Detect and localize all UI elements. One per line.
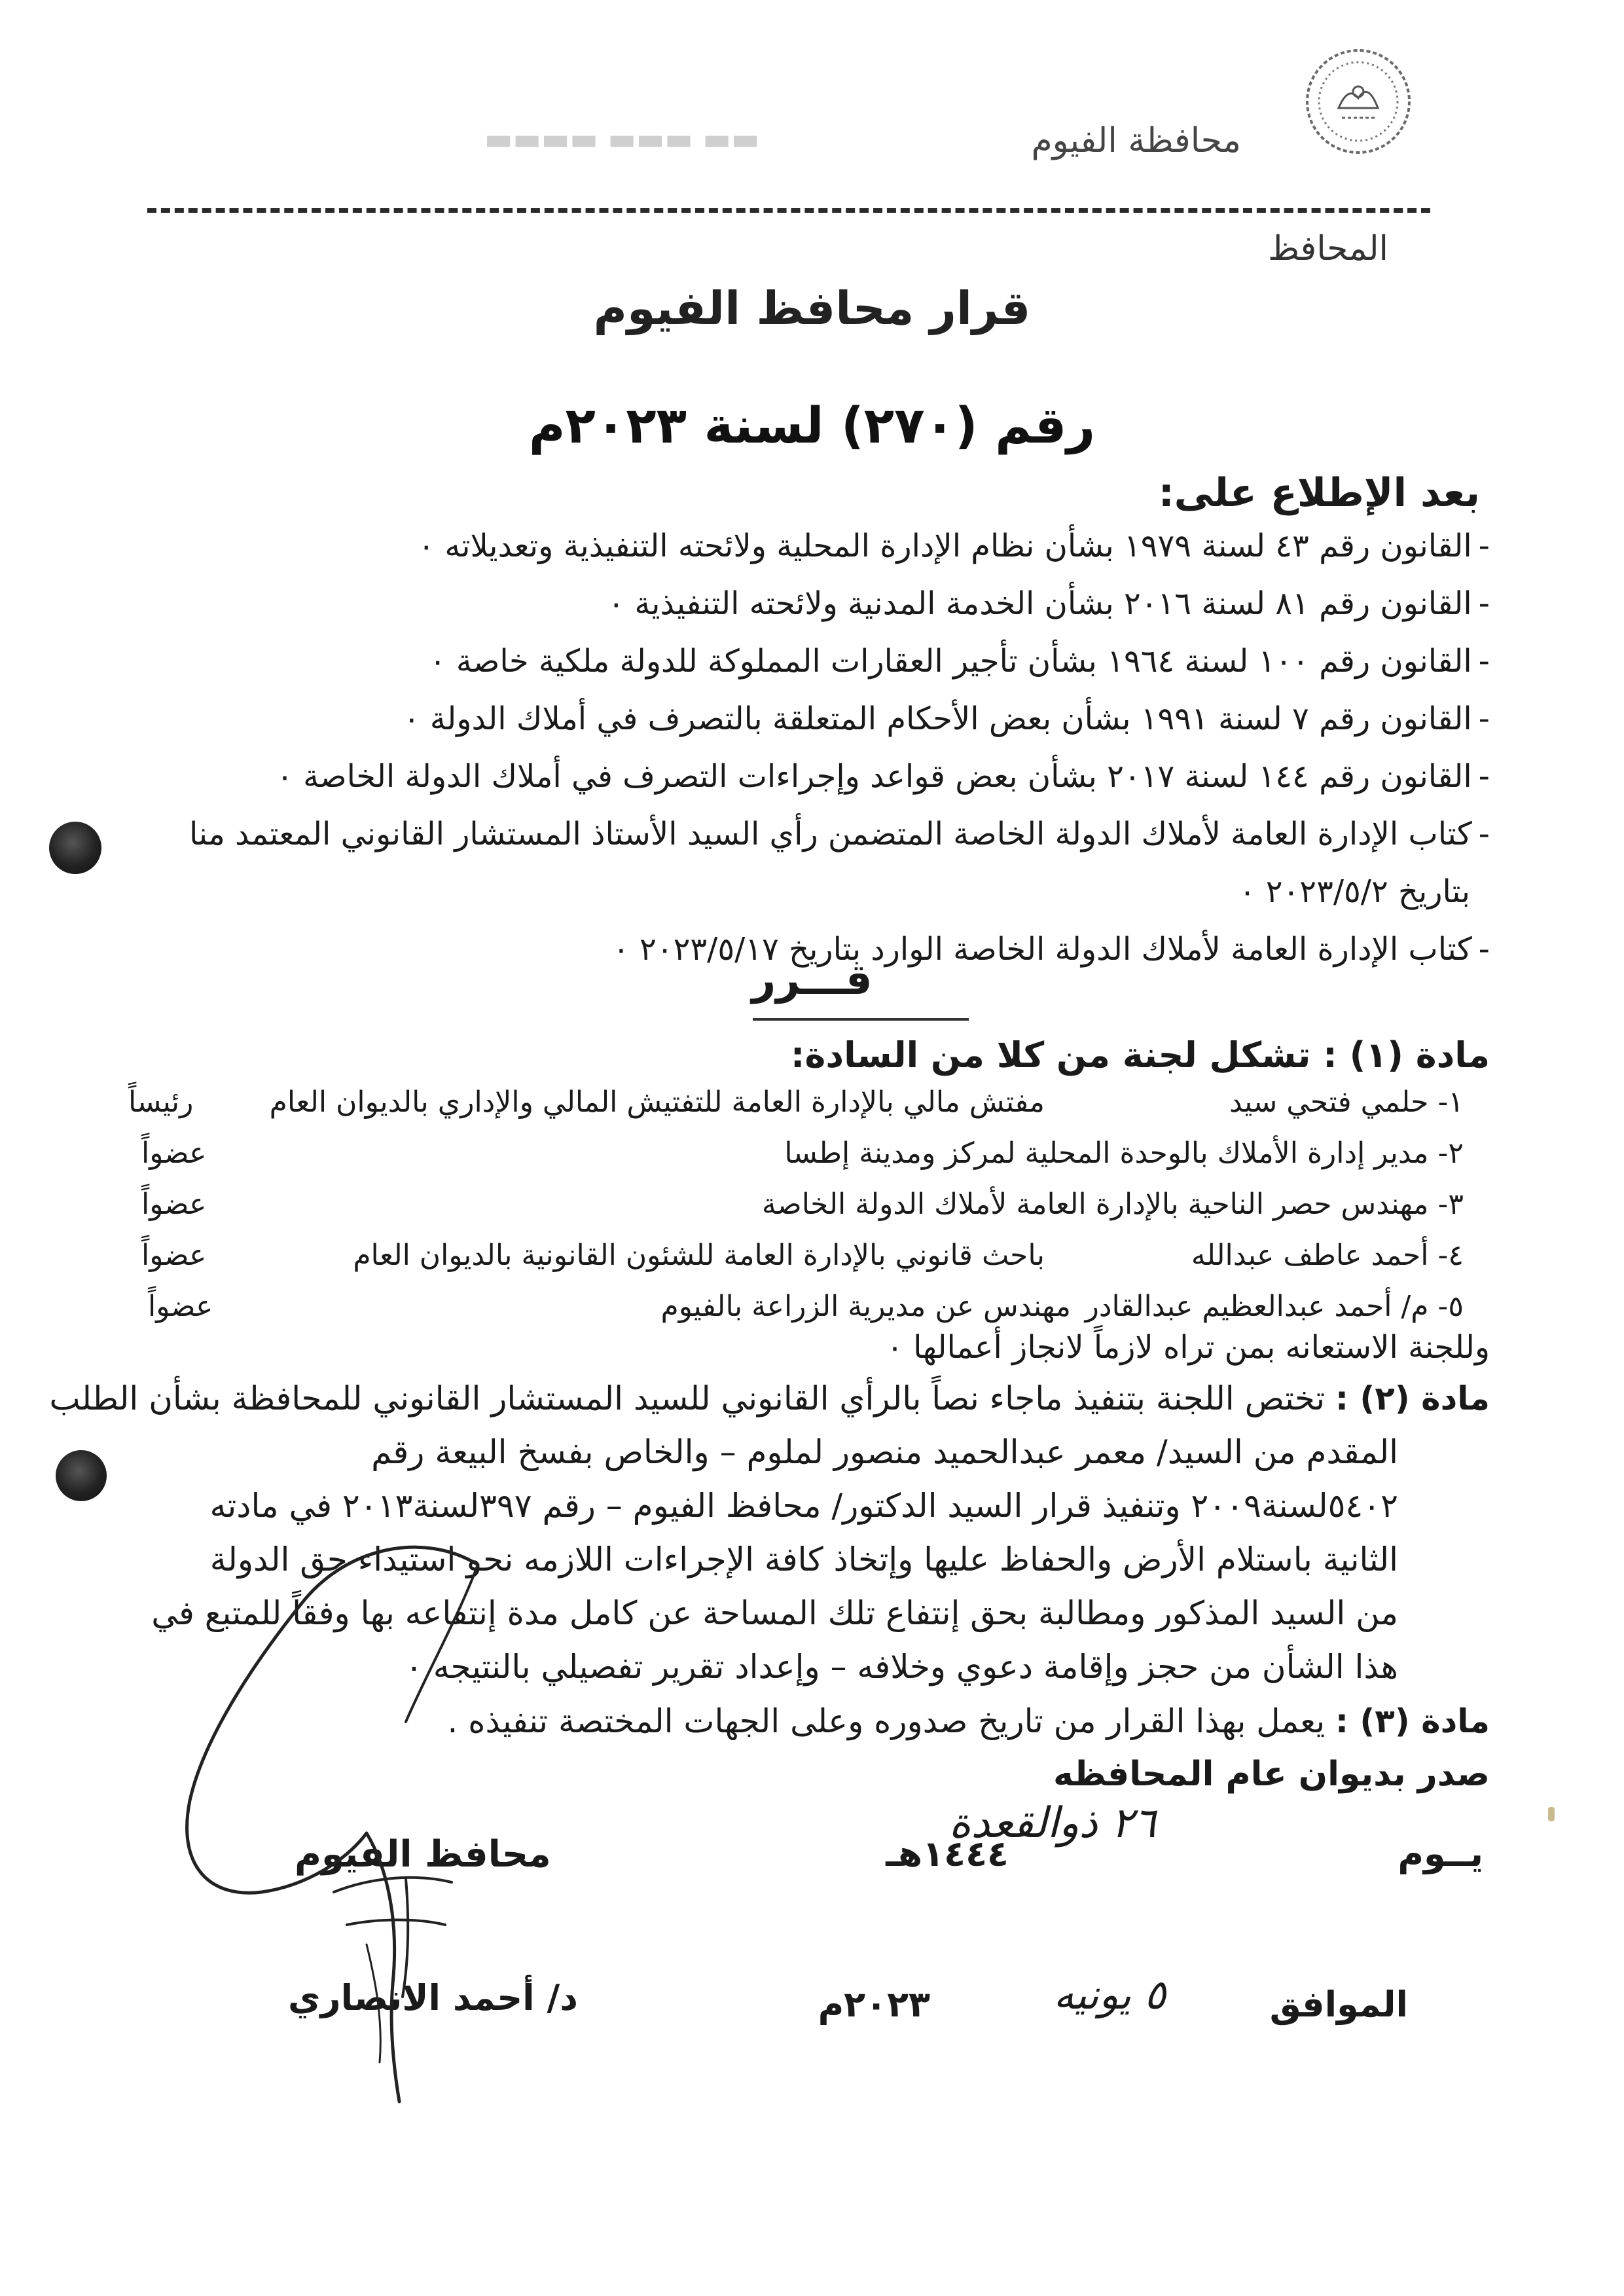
reference-item: -القانون رقم ٤٣ لسنة ١٩٧٩ بشأن نظام الإدارة المحلية ولائحته التنفيذية وتعديلاته ٠ (418, 528, 1490, 564)
handwritten-signature-icon (151, 1525, 622, 2115)
reference-continuation: بتاريخ ٢٠٢٣/٥/٢ ٠ (1238, 873, 1470, 910)
member-name: ٣- مهندس حصر الناحية بالإدارة العامة لأملاك الدولة الخاصة (761, 1188, 1464, 1221)
article-2-line: هذا الشأن من حجز وإقامة دعوي وخلافه – وإعداد تقرير تفصيلي بالنتيجه ٠ (405, 1648, 1398, 1686)
article-1-heading: مادة (١) : تشكل لجنة من كلا من السادة: (790, 1034, 1490, 1076)
references-list (128, 517, 1490, 978)
office-label: المحافظ (1268, 229, 1388, 268)
issued-statement: صدر بديوان عام المحافظه (1053, 1755, 1490, 1794)
reference-item: -كتاب الإدارة العامة لأملاك الدولة الخاصة الوارد بتاريخ ٢٠٢٣/٥/١٧ ٠ (612, 931, 1490, 968)
article-3-label: مادة (٣) : (1335, 1702, 1490, 1740)
corresponding-label: الموافق (1269, 1984, 1408, 2025)
article-3-text: يعمل بهذا القرار من تاريخ صدوره وعلى الجهات المختصة تنفيذه . (447, 1702, 1326, 1740)
article-2-line: من السيد المذكور ومطالبة بحق إنتفاع تلك المساحة عن كامل مدة إنتفاعه بها وفقاً للمتبع في (151, 1594, 1398, 1632)
gregorian-year: ٢٠٢٣م (818, 1984, 930, 2025)
member-row (128, 1285, 1464, 1336)
article-2-label: مادة (٢) : (1335, 1379, 1490, 1417)
member-row (128, 1182, 1464, 1233)
gregorian-date-handwritten: ٥ يونيه (1053, 1971, 1166, 2018)
date-day-label: يــوم (1398, 1833, 1483, 1874)
member-role: عضواً (141, 1137, 207, 1170)
decree-number: رقم (٢٧٠) لسنة ٢٠٢٣م (528, 396, 1096, 454)
article-2-line: الثانية باستلام الأرض والحفاظ عليها وإتخاذ كافة الإجراءات اللازمه نحو استيداء حق الدولة (209, 1540, 1398, 1578)
member-role: عضواً (148, 1290, 213, 1323)
reference-item: -القانون رقم ١٠٠ لسنة ١٩٦٤ بشأن تأجير العقارات المملوكة للدولة ملكية خاصة ٠ (429, 643, 1490, 680)
member-job: مهندس عن مديرية الزراعة بالفيوم (660, 1290, 1071, 1323)
signatory-name: د/ أحمد الانصاري (288, 1977, 578, 2018)
member-role: عضواً (141, 1239, 207, 1272)
punch-hole (49, 822, 101, 874)
member-name: ١- حلمي فتحي سيد (1229, 1085, 1464, 1119)
governorate-name: محافظة الفيوم (1031, 121, 1241, 160)
article-2-line: ٥٤٠٢لسنة٢٠٠٩ وتنفيذ قرار السيد الدكتور/ محافظ الفيوم – رقم ٣٩٧لسنة٢٠١٣ في مادته (209, 1487, 1398, 1525)
member-name: ٥- م/ أحمد عبدالعظيم عبدالقادر (1085, 1290, 1464, 1323)
decided-heading: قـــرر (751, 956, 873, 1004)
committee-support-note: وللجنة الاستعانه بمن تراه لازماً لانجاز أعمالها ٠ (886, 1329, 1490, 1366)
reference-item: -القانون رقم ٧ لسنة ١٩٩١ بشأن بعض الأحكام المتعلقة بالتصرف في أملاك الدولة ٠ (403, 701, 1490, 737)
reference-item: -القانون رقم ١٤٤ لسنة ٢٠١٧ بشأن بعض قواعد وإجراءات التصرف في أملاك الدولة الخاصة ٠ (276, 758, 1490, 795)
member-job: باحث قانوني بالإدارة العامة للشئون القانونية بالديوان العام (353, 1239, 1045, 1272)
member-name: ٢- مدير إدارة الأملاك بالوحدة المحلية لمركز ومدينة إطسا (784, 1137, 1464, 1170)
member-name: ٤- أحمد عاطف عبدالله (1191, 1239, 1464, 1272)
hijri-year: ١٤٤٤هـ (886, 1833, 1009, 1874)
member-role: رئيساً (128, 1085, 194, 1119)
scan-speck (1548, 1807, 1555, 1821)
hijri-date-handwritten: ٢٦ ذوالقعدة (948, 1799, 1156, 1848)
governorate-seal-icon (1303, 46, 1414, 157)
faded-header-text: ▬▬ ▬▬▬ ▬▬▬▬ (484, 121, 760, 156)
member-row (128, 1233, 1464, 1285)
member-row (128, 1131, 1464, 1182)
member-role: عضواً (141, 1188, 207, 1221)
punch-hole (56, 1450, 107, 1501)
member-job: مفتش مالي بالإدارة العامة للتفتيش المالي والإداري بالديوان العام (269, 1085, 1045, 1119)
reference-item: -القانون رقم ٨١ لسنة ٢٠١٦ بشأن الخدمة المدنية ولائحته التنفيذية ٠ (607, 585, 1490, 622)
article-2-line: مادة (٢) : تختص اللجنة بتنفيذ ماجاء نصاً بالرأي القانوني للسيد المستشار القانوني للمحافظة بشأن الطلب (49, 1379, 1490, 1417)
decree-title: قرار محافظ الفيوم (593, 282, 1031, 335)
header-divider (147, 208, 1430, 213)
reference-item: -كتاب الإدارة العامة لأملاك الدولة الخاصة المتضمن رأي السيد الأستاذ المستشار القانوني المعتمد منا (189, 816, 1490, 852)
committee-members (128, 1080, 1464, 1336)
article-2-line: المقدم من السيد/ معمر عبدالحميد منصور لملوم – والخاص بفسخ البيعة رقم (371, 1433, 1398, 1471)
signatory-title: محافظ الفيوم (295, 1833, 551, 1876)
preamble-lead: بعد الإطلاع على: (1158, 470, 1480, 516)
member-row (128, 1080, 1464, 1131)
decided-underline (753, 1018, 969, 1021)
